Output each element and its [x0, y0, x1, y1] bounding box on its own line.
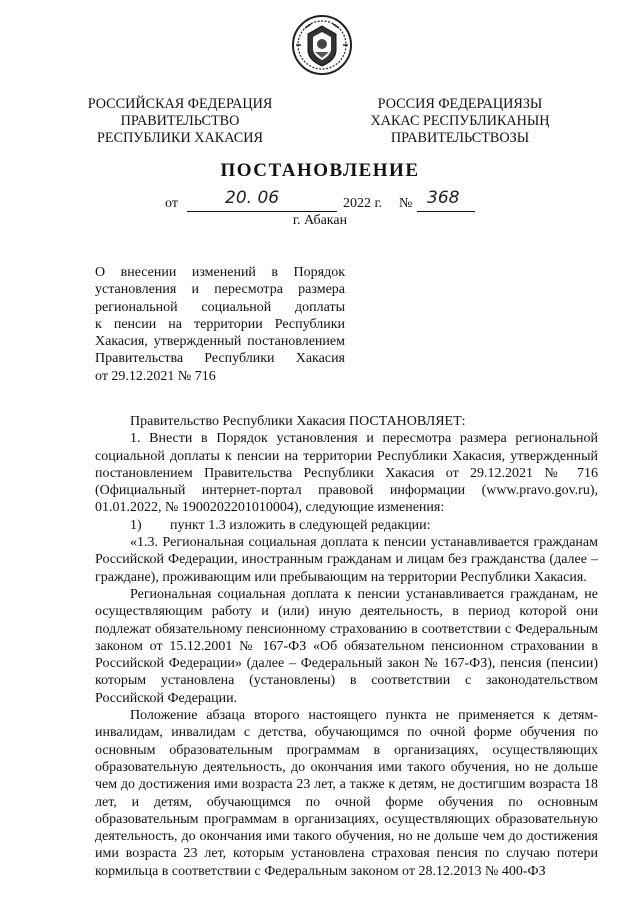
document-title: ПОСТАНОВЛЕНИЕ — [220, 160, 420, 181]
header-right-line: ПРАВИТЕЛЬСТВОЗЫ — [390, 130, 530, 146]
paragraph-2: «1.3. Региональная социальная доплата к пенсии устанавливается гражданам Российской Федерации, иностранным гражданам и лицам без гражданства (далее – граждане), проживающим или пребывающим на территории Республики Хакасия. — [95, 535, 598, 585]
paragraph-1: 1. Внести в Порядок установления и пересмотра размера региональной социальной доплаты к пенсии на территории Республики Хакасия, утвержденный постановлением Правительства Республики Хакасия от 29.12.2021 № 716 (Официальный интернет-портал правовой информации (www.pravo.gov.ru), 01.01.2022, № 1900202201010004), следующие изменения: — [95, 431, 598, 516]
list-item-number: 1) — [130, 517, 142, 533]
intro-paragraph: Правительство Республики Хакасия ПОСТАНОВЛЯЕТ: — [130, 414, 466, 429]
header-right-line: РОССИЯ ФЕДЕРАЦИЯЗЫ — [377, 96, 543, 112]
number-label: № — [399, 196, 413, 211]
subject-line: установления и пересмотра размера — [95, 282, 345, 298]
paragraph-4: Положение абзаца второго настоящего пункта не применяется к детям-инвалидам, инвалидам с детства, обучающимся по очной форме обучения по основным образовательным программам в организациях, осуществляющих образовательную деятельность, до окончания ими такого обучения, но не дольше чем до достижения ими возраста 23 лет, а также к детям, не достигшим возраста 18 лет, и детям, обучающимся по очной форме обучения по основным образовательным программам в организациях, осуществляющих образовательную деятельность, до окончания ими такого обучения, но не дольше чем до достижения ими возраста 23 лет, которым установлена страховая пенсия по случаю потери кормильца в соответствии с Федеральным законом от 28.12.2013 № 400-ФЗ — [95, 708, 598, 879]
subject-line: региональной социальной доплаты — [95, 299, 345, 315]
subject-block — [95, 264, 345, 385]
document-body — [95, 413, 598, 880]
subject-line: Правительства Республики Хакасия — [95, 351, 345, 367]
subject-line: О внесении изменений в Порядок — [95, 265, 345, 280]
handwritten-date: 20. 06 — [225, 188, 280, 208]
header-left-line: РОССИЙСКАЯ ФЕДЕРАЦИЯ — [87, 96, 273, 112]
subject-line: Хакасия, утвержденный постановлением — [95, 334, 345, 350]
handwritten-number: 368 — [427, 188, 460, 208]
subject-line: от 29.12.2021 № 716 — [95, 368, 216, 384]
header-left-block — [80, 96, 280, 147]
number-underline — [417, 211, 475, 212]
year-label: 2022 г. — [343, 196, 383, 211]
city-label: г. Абакан — [292, 213, 348, 228]
list-item-text: пункт 1.3 изложить в следующей редакции: — [170, 517, 431, 533]
header-left-line: РЕСПУБЛИКИ ХАКАСИЯ — [97, 130, 263, 146]
list-item — [95, 517, 598, 534]
header-left-line: ПРАВИТЕЛЬСТВО — [120, 113, 240, 129]
header-right-block — [350, 96, 570, 147]
paragraph-3: Региональная социальная доплата к пенсии устанавливается гражданам, не осуществляющим работу и (или) иную деятельность, в период которой они подлежат обязательному пенсионному страхованию в соответствии с Федеральным законом от 15.12.2001 № 167-ФЗ «Об обязательном пенсионном страховании в Российской Федерации» (далее – Федеральный закон № 167-ФЗ), пенсия (пенсии) которым установлена (установлены) в соответствии с законодательством Российской Федерации. — [95, 586, 598, 706]
date-underline — [187, 211, 337, 212]
header-right-line: ХАКАС РЕСПУБЛИКАНЫҢ — [370, 113, 550, 129]
subject-line: к пенсии на территории Республики — [95, 316, 345, 332]
coat-of-arms-emblem — [291, 14, 353, 76]
from-label: от — [165, 196, 178, 211]
